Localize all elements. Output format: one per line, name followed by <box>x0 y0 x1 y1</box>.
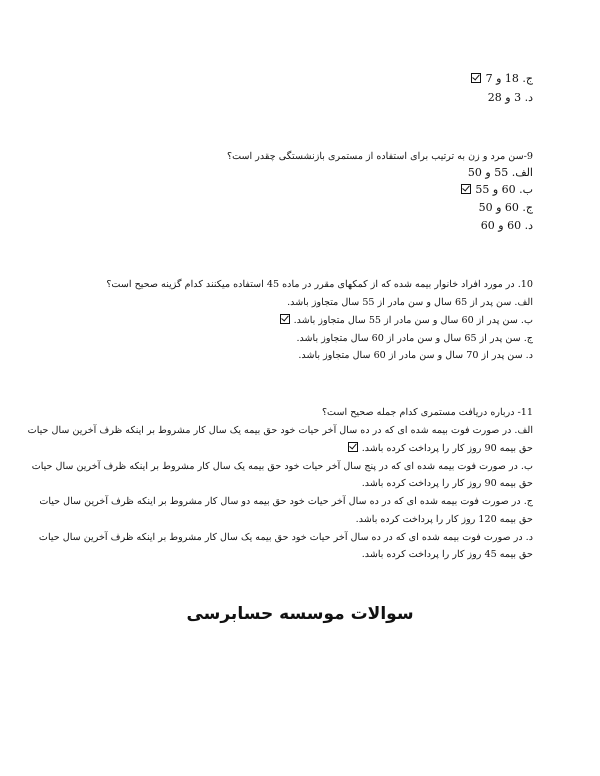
q9-option-a <box>468 166 533 179</box>
q9-option-b-text: ب. 60 و 55 <box>475 183 533 196</box>
checkmark-icon <box>280 314 290 324</box>
q10-option-b <box>279 314 533 327</box>
q8-option-c-text: ج. 18 و 7 <box>485 72 533 85</box>
q11-question: 11- درباره دریافت مستمری کدام جمله صحیح است؟ <box>321 407 533 418</box>
q11-option-a-line2 <box>347 442 533 455</box>
checkmark-icon <box>348 442 358 452</box>
section-title: سوالات موسسه حسابرسی <box>186 604 414 624</box>
q10-option-c: ج. سن پدر از 65 سال و سن مادر از 60 سال متجاوز باشد. <box>296 333 533 344</box>
checkmark-icon <box>471 73 481 83</box>
q11-option-b-line1: ب. در صورت فوت بیمه شده ای که در پنج سال آخر حیات خود حق بیمه یک سال کار مشروط بر اینکه ظرف آخرین سال حیات <box>31 461 533 472</box>
q10-question: 10. در مورد افراد خانوار بیمه شده که از کمکهای مقرر در ماده 45 استفاده میکنند کدام گزینه صحیح است؟ <box>106 279 533 290</box>
q9-option-b <box>460 183 533 196</box>
q9-option-c <box>479 201 533 214</box>
q11-option-b-line2: حق بیمه 90 روز کار را پرداخت کرده باشد. <box>361 478 533 489</box>
q9-option-a-text: الف. 55 و 50 <box>467 166 533 179</box>
q9-option-d <box>481 219 533 232</box>
q9-question: 9-سن مرد و زن به ترتیب برای استفاده از مستمری بازنشستگی چقدر است؟ <box>227 151 533 162</box>
q11-option-d-line2: حق بیمه 45 روز کار را پرداخت کرده باشد. <box>361 549 533 560</box>
q11-option-c-line2: حق بیمه 120 روز کار را پرداخت کرده باشد. <box>355 514 533 525</box>
q8-option-c <box>470 72 533 85</box>
q9-option-c-text: ج. 60 و 50 <box>478 201 533 214</box>
q9-option-d-text: د. 60 و 60 <box>480 219 533 232</box>
q11-option-d-line1: د. در صورت فوت بیمه شده ای که در ده سال آخر حیات خود حق بیمه یک سال کار مشروط بر اینکه ظرف آخرین سال حیات <box>38 532 533 543</box>
q11-option-a-line1: الف. در صورت فوت بیمه شده ای که در ده سال آخر حیات خود حق بیمه یک سال کار مشروط بر اینکه ظرف آخرین سال حیات <box>27 425 533 436</box>
checkmark-icon <box>461 184 471 194</box>
q11-option-a-text: حق بیمه 90 روز کار را پرداخت کرده باشد. <box>361 443 533 454</box>
q10-option-a: الف. سن پدر از 65 سال و سن مادر از 55 سال متجاوز باشد. <box>287 297 533 308</box>
q11-option-c-line1: ج. در صورت فوت بیمه شده ای که در ده سال آخر حیات خود حق بیمه دو سال کار مشروط بر اینکه ظرف آخرین سال حیات <box>39 496 533 507</box>
q10-option-d: د. سن پدر از 70 سال و سن مادر از 60 سال متجاوز باشد. <box>298 350 533 361</box>
q8-option-d-text: د. 3 و 28 <box>487 91 533 104</box>
q10-option-b-text: ب. سن پدر از 60 سال و سن مادر از 55 سال متجاوز باشد. <box>293 315 533 326</box>
q8-option-d <box>488 91 533 104</box>
